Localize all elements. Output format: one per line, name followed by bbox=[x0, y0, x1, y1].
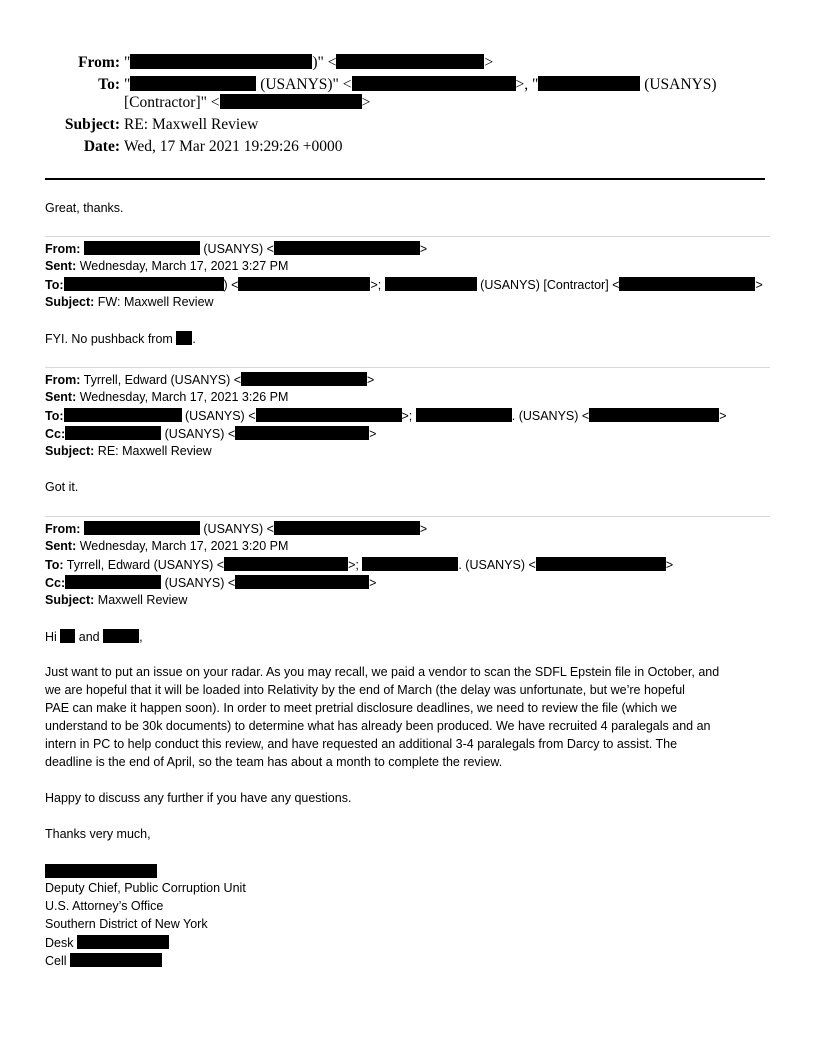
header-from-value: " )" < > bbox=[124, 54, 494, 71]
header-to-label: To: bbox=[98, 76, 120, 93]
msg3-from: From: (USANYS) < > bbox=[45, 522, 428, 536]
signature-title: Deputy Chief, Public Corruption Unit bbox=[45, 881, 246, 895]
msg3-cc: Cc: (USANYS) < > bbox=[45, 576, 377, 590]
redaction-block bbox=[130, 76, 256, 91]
msg3-sent: Sent: Wednesday, March 17, 2021 3:20 PM bbox=[45, 539, 289, 553]
msg2-from: From: Tyrrell, Edward (USANYS) < > bbox=[45, 373, 375, 387]
redaction-block bbox=[64, 408, 182, 422]
redaction-block bbox=[352, 76, 516, 91]
redaction-block bbox=[274, 521, 420, 535]
msg3-paragraph-line: deadline is the end of April, so the team has about a month to complete the review. bbox=[45, 755, 503, 769]
message-separator bbox=[45, 236, 770, 237]
redaction-block bbox=[238, 277, 370, 291]
redaction-block bbox=[103, 629, 139, 643]
msg3-paragraph-line: PAE can make it happen soon). In order to meet pretrial disclosure deadlines, we need to review the file (which we bbox=[45, 701, 678, 715]
redaction-block bbox=[536, 557, 666, 571]
header-to-value: " (USANYS)" < >, " (USANYS) bbox=[124, 76, 717, 93]
msg2-cc: Cc: (USANYS) < > bbox=[45, 427, 377, 441]
redaction-block bbox=[256, 408, 402, 422]
msg3-paragraph-line: we are hopeful that it will be loaded into Relativity by the end of March (the delay was unfortunate, but we’re hopeful bbox=[45, 683, 685, 697]
redaction-block bbox=[176, 331, 192, 345]
redaction-block bbox=[65, 426, 161, 440]
reply-text: Great, thanks. bbox=[45, 201, 124, 215]
redaction-block bbox=[589, 408, 719, 422]
msg3-greeting: Hi and , bbox=[45, 630, 143, 644]
msg2-body: Got it. bbox=[45, 480, 79, 494]
redaction-block bbox=[619, 277, 755, 291]
msg3-paragraph-2: Happy to discuss any further if you have any questions. bbox=[45, 791, 352, 805]
msg3-paragraph-line: understand to be 30k documents) to determine what has already been produced. We have recruited 4 paralegals and an bbox=[45, 719, 711, 733]
header-from-label: From: bbox=[78, 54, 120, 71]
redaction-block bbox=[220, 94, 362, 109]
redaction-block bbox=[65, 575, 161, 589]
header-divider bbox=[45, 178, 765, 180]
redaction-block bbox=[362, 557, 458, 571]
msg2-subject: Subject: RE: Maxwell Review bbox=[45, 444, 212, 458]
msg3-paragraph-line: Just want to put an issue on your radar. As you may recall, we paid a vendor to scan the SDFL Epstein file in October, and bbox=[45, 665, 720, 679]
msg2-to: To: (USANYS) < >; . (USANYS) < > bbox=[45, 409, 727, 423]
signature-name-redaction bbox=[45, 864, 157, 879]
redaction-block bbox=[241, 372, 367, 386]
redaction-block bbox=[224, 557, 348, 571]
redaction-block bbox=[70, 953, 162, 967]
redaction-block bbox=[84, 241, 200, 255]
signature-desk: Desk bbox=[45, 935, 169, 950]
msg1-sent: Sent: Wednesday, March 17, 2021 3:27 PM bbox=[45, 259, 289, 273]
redaction-block bbox=[60, 629, 75, 643]
message-separator bbox=[45, 516, 770, 517]
header-to-value-cont: [Contractor]" < > bbox=[124, 94, 371, 111]
redaction-block bbox=[385, 277, 477, 291]
msg1-subject: Subject: FW: Maxwell Review bbox=[45, 295, 214, 309]
signature-office: U.S. Attorney’s Office bbox=[45, 899, 164, 913]
redaction-block bbox=[77, 935, 169, 949]
redaction-block bbox=[130, 54, 312, 69]
msg1-from: From: (USANYS) < > bbox=[45, 242, 428, 256]
redaction-block bbox=[235, 575, 369, 589]
redaction-block bbox=[45, 864, 157, 878]
redaction-block bbox=[64, 277, 224, 291]
header-subject-label: Subject: bbox=[64, 116, 120, 133]
redaction-block bbox=[538, 76, 640, 91]
redaction-block bbox=[274, 241, 420, 255]
signature-district: Southern District of New York bbox=[45, 917, 208, 931]
msg3-subject: Subject: Maxwell Review bbox=[45, 593, 188, 607]
message-separator bbox=[45, 367, 770, 368]
msg3-paragraph-line: intern in PC to help conduct this review, and have requested an additional 3-4 paralegals from Darcy to assist. The bbox=[45, 737, 678, 751]
header-date-value: Wed, 17 Mar 2021 19:29:26 +0000 bbox=[124, 138, 343, 155]
header-date-label: Date: bbox=[83, 138, 120, 155]
signature-cell: Cell bbox=[45, 953, 162, 968]
header-subject-value: RE: Maxwell Review bbox=[124, 116, 259, 133]
msg3-closing: Thanks very much, bbox=[45, 827, 151, 841]
msg3-to: To: Tyrrell, Edward (USANYS) < >; . (USANYS) < > bbox=[45, 558, 674, 572]
msg2-sent: Sent: Wednesday, March 17, 2021 3:26 PM bbox=[45, 390, 289, 404]
redaction-block bbox=[84, 521, 200, 535]
redaction-block bbox=[336, 54, 484, 69]
msg1-body: FYI. No pushback from . bbox=[45, 332, 196, 346]
redaction-block bbox=[416, 408, 512, 422]
msg1-to: To: ) < >; (USANYS) [Contractor] < > bbox=[45, 278, 763, 292]
redaction-block bbox=[235, 426, 369, 440]
